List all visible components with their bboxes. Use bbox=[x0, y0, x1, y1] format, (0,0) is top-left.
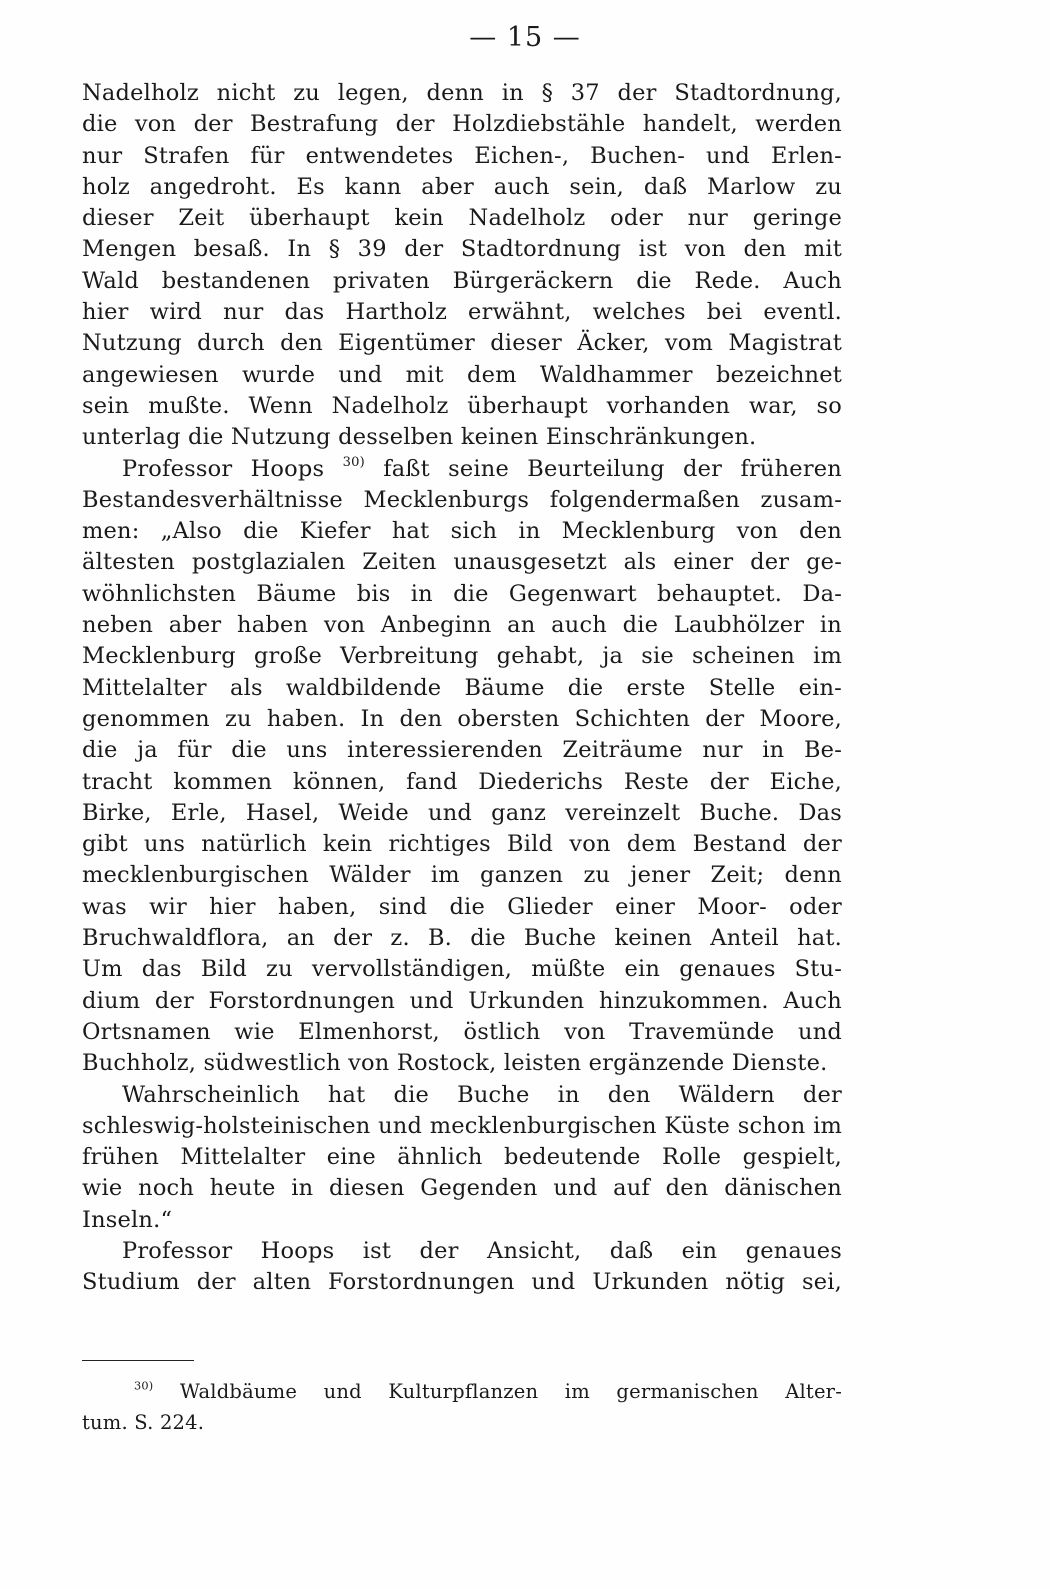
text-line: wie noch heute in diesen Gegenden und auf den dänischen bbox=[82, 1175, 842, 1202]
text-line: Um das Bild zu vervollständigen, müßte ein genaues Stu- bbox=[82, 956, 842, 983]
text-line: Wald bestandenen privaten Bürgeräckern die Rede. Auch bbox=[82, 267, 842, 294]
text-line: Mengen besaß. In § 39 der Stadtordnung ist von den mit bbox=[82, 236, 842, 263]
text-fragment: faßt seine Beurteilung der früheren bbox=[364, 455, 842, 482]
footnote-text: Waldbäume und Kulturpflanzen im germanischen Alter- bbox=[153, 1380, 842, 1403]
text-line: holz angedroht. Es kann aber auch sein, daß Marlow zu bbox=[82, 173, 842, 200]
footnote-reference: 30) bbox=[342, 454, 365, 470]
text-line: die ja für die uns interessierenden Zeiträume nur in Be- bbox=[82, 737, 842, 764]
text-line: Bestandesverhältnisse Mecklenburgs folgendermaßen zusam- bbox=[82, 486, 842, 513]
footnote bbox=[82, 1376, 842, 1438]
text-line: dieser Zeit überhaupt kein Nadelholz oder nur geringe bbox=[82, 205, 842, 232]
text-line: nur Strafen für entwendetes Eichen-, Buchen- und Erlen- bbox=[82, 142, 842, 169]
text-line: ältesten postglazialen Zeiten unausgesetzt als einer der ge- bbox=[82, 549, 842, 576]
text-line: Bruchwaldflora, an der z. B. die Buche keinen Anteil hat. bbox=[82, 925, 842, 952]
text-line: dium der Forstordnungen und Urkunden hinzukommen. Auch bbox=[82, 987, 842, 1014]
text-line: Nutzung durch den Eigentümer dieser Äcker, vom Magistrat bbox=[82, 330, 842, 357]
text-line: men: „Also die Kiefer hat sich in Mecklenburg von den bbox=[82, 518, 842, 545]
text-line: Buchholz, südwestlich von Rostock, leisten ergänzende Dienste. bbox=[82, 1050, 828, 1077]
body-text bbox=[82, 78, 842, 1299]
text-line: genommen zu haben. In den obersten Schichten der Moore, bbox=[82, 705, 842, 732]
text-line: die von der Bestrafung der Holzdiebstähle handelt, werden bbox=[82, 111, 842, 138]
text-line: unterlag die Nutzung desselben keinen Einschränkungen. bbox=[82, 424, 757, 451]
page-number: — 15 — bbox=[469, 22, 581, 53]
footnote-marker: 30) bbox=[134, 1379, 154, 1393]
text-line: tracht kommen können, fand Diederichs Reste der Eiche, bbox=[82, 768, 842, 795]
text-line: schleswig-holsteinischen und mecklenburgischen Küste schon im bbox=[82, 1112, 842, 1139]
text-line: Inseln.“ bbox=[82, 1206, 173, 1233]
paragraph-start-line: Professor Hoops ist der Ansicht, daß ein genaues bbox=[122, 1237, 842, 1264]
text-line: wöhnlichsten Bäume bis in die Gegenwart behauptet. Da- bbox=[82, 580, 842, 607]
text-fragment: Professor Hoops bbox=[122, 455, 343, 482]
text-line: Mittelalter als waldbildende Bäume die erste Stelle ein- bbox=[82, 674, 842, 701]
text-line: neben aber haben von Anbeginn an auch die Laubhölzer in bbox=[82, 612, 842, 639]
text-line: Nadelholz nicht zu legen, denn in § 37 der Stadtordnung, bbox=[82, 80, 842, 106]
text-line: Studium der alten Forstordnungen und Urkunden nötig sei, bbox=[82, 1269, 842, 1296]
text-line: hier wird nur das Hartholz erwähnt, welches bei eventl. bbox=[82, 299, 842, 326]
footnote-line: tum. S. 224. bbox=[82, 1411, 205, 1434]
text-line: mecklenburgischen Wälder im ganzen zu jener Zeit; denn bbox=[82, 862, 842, 889]
text-line: Birke, Erle, Hasel, Weide und ganz vereinzelt Buche. Das bbox=[82, 799, 842, 826]
text-line: frühen Mittelalter eine ähnlich bedeutende Rolle gespielt, bbox=[82, 1144, 842, 1171]
footnote-line bbox=[82, 1376, 842, 1407]
paragraph-start-line bbox=[82, 454, 842, 485]
text-line: was wir hier haben, sind die Glieder einer Moor- oder bbox=[82, 893, 842, 920]
text-line: gibt uns natürlich kein richtiges Bild von dem Bestand der bbox=[82, 831, 842, 858]
footnote-separator bbox=[82, 1360, 194, 1361]
text-line: Ortsnamen wie Elmenhorst, östlich von Travemünde und bbox=[82, 1018, 842, 1045]
text-line: sein mußte. Wenn Nadelholz überhaupt vorhanden war, so bbox=[82, 392, 842, 419]
paragraph-start-line: Wahrscheinlich hat die Buche in den Wäldern der bbox=[122, 1081, 842, 1108]
text-line: angewiesen wurde und mit dem Waldhammer bezeichnet bbox=[82, 361, 842, 388]
text-line: Mecklenburg große Verbreitung gehabt, ja sie scheinen im bbox=[82, 643, 842, 670]
